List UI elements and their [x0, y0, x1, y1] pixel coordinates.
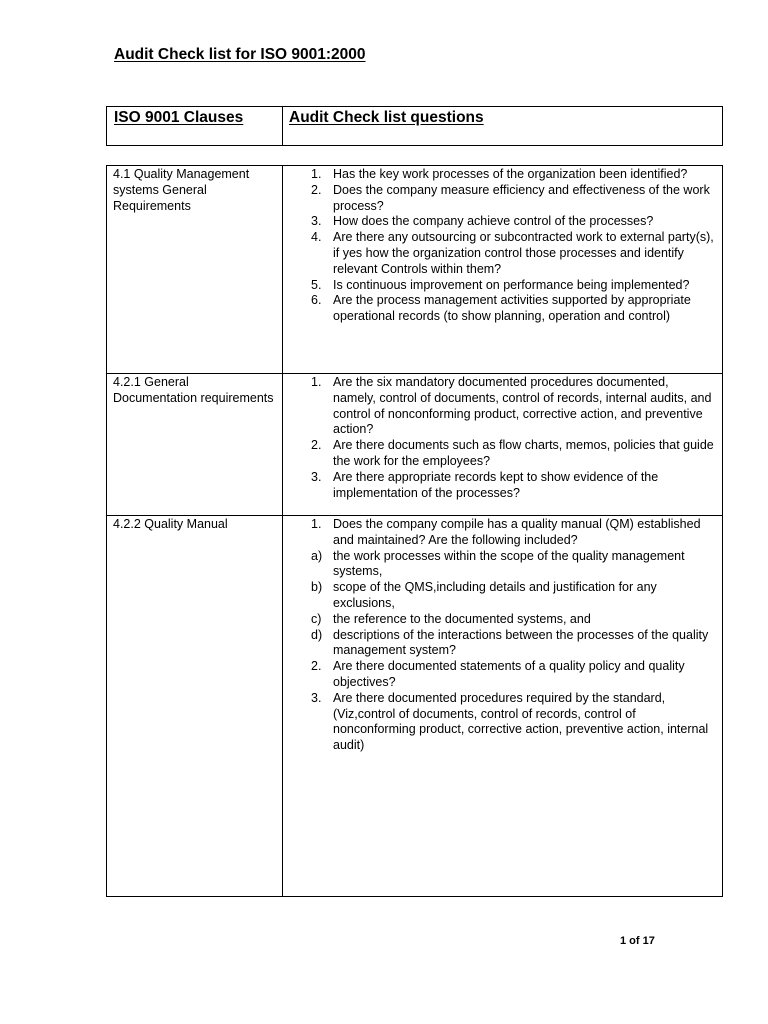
list-item [283, 375, 714, 438]
question-text: Does the company compile has a quality manual (QM) established and maintained? Are the following included? [333, 517, 701, 547]
list-marker: a) [311, 548, 323, 563]
checklist-table [106, 165, 723, 897]
list-item [283, 278, 714, 294]
list-marker: 3. [311, 214, 322, 229]
list-item [283, 549, 714, 581]
list-item [283, 517, 714, 549]
list-marker: 2. [311, 438, 322, 453]
table-row [107, 374, 723, 516]
clause-cell: 4.2.1 General Documentation requirements [107, 374, 283, 516]
question-text: scope of the QMS,including details and justification for any exclusions, [333, 580, 657, 610]
header-table [106, 106, 723, 146]
question-text: descriptions of the interactions between the processes of the quality management system? [333, 627, 709, 658]
question-text: Are there any outsourcing or subcontracted work to external party(s), if yes how the organization control those processes and identify relevant Controls within them? [333, 230, 714, 276]
list-marker: d) [311, 627, 323, 642]
list-item [283, 691, 714, 754]
question-text: Has the key work processes of the organization been identified? [333, 167, 688, 181]
list-marker: 1. [311, 517, 322, 531]
list-marker: 1. [311, 375, 322, 389]
questions-cell [283, 516, 723, 897]
list-item [283, 293, 714, 325]
clause-cell: 4.2.2 Quality Manual [107, 516, 283, 897]
list-item [283, 612, 714, 628]
list-marker: 6. [311, 293, 322, 308]
list-marker: c) [311, 611, 322, 626]
question-text: Are there documented procedures required by the standard, (Viz,control of documents, control of records, control of nonconforming product, corrective action, preventive action, internal audit) [333, 690, 709, 753]
question-text: the reference to the documented systems, and [333, 611, 591, 626]
list-marker: 5. [311, 277, 322, 292]
clause-cell: 4.1 Quality Management systems General Requirements [107, 166, 283, 374]
question-text: Are there appropriate records kept to show evidence of the implementation of the processes? [333, 469, 659, 500]
list-marker: 3. [311, 690, 322, 705]
list-item [283, 628, 714, 660]
list-item [283, 214, 714, 230]
question-text: the work processes within the scope of the quality management systems, [333, 548, 685, 579]
list-marker: 2. [311, 182, 322, 197]
list-marker: 1. [311, 167, 322, 181]
question-text: Does the company measure efficiency and effectiveness of the work process? [333, 182, 710, 213]
header-clauses: ISO 9001 Clauses [107, 107, 283, 145]
page-title: Audit Check list for ISO 9001:2000 [114, 46, 366, 63]
list-item [283, 167, 714, 183]
list-marker: b) [311, 580, 323, 595]
question-text: Are there documented statements of a quality policy and quality objectives? [333, 659, 685, 689]
list-item [283, 183, 714, 215]
question-text: Are the process management activities supported by appropriate operational records (to show planning, operation and control) [333, 293, 691, 324]
list-item [283, 470, 714, 502]
list-item [283, 438, 714, 470]
table-row [107, 516, 723, 897]
table-row [107, 166, 723, 374]
question-text: How does the company achieve control of the processes? [333, 214, 654, 229]
question-text: Are the six mandatory documented procedures documented, namely, control of documents, control of records, internal audits, and control of nonconforming product, corrective action, and preventive action? [333, 375, 712, 437]
list-item [283, 580, 714, 612]
page-number: 1 of 17 [620, 935, 655, 947]
header-questions: Audit Check list questions [289, 109, 484, 126]
list-item [283, 659, 714, 691]
questions-cell [283, 374, 723, 516]
questions-cell [283, 166, 723, 374]
list-marker: 2. [311, 659, 322, 674]
list-marker: 4. [311, 230, 322, 245]
list-marker: 3. [311, 469, 322, 484]
list-item [283, 230, 714, 277]
question-text: Is continuous improvement on performance being implemented? [333, 277, 690, 292]
question-text: Are there documents such as flow charts, memos, policies that guide the work for the employees? [333, 438, 714, 468]
